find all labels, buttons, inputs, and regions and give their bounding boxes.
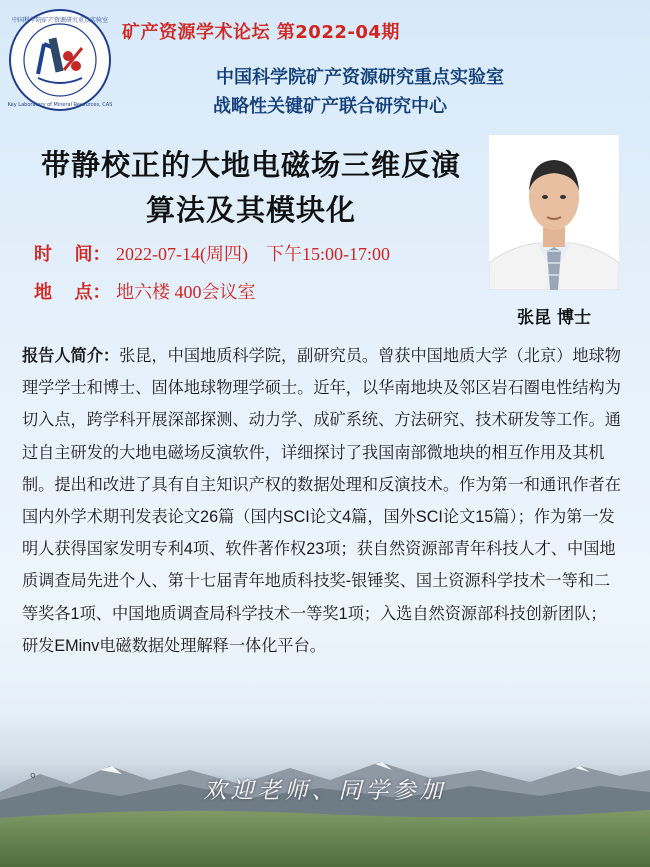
talk-title	[16, 143, 486, 233]
speaker-bio	[22, 340, 622, 662]
research-center-name: 战略性关键矿产联合研究中心	[213, 96, 447, 117]
logo-text-en: Key Laboratory of Mineral Resources, CAS	[8, 102, 112, 108]
bio-text: 张昆，中国地质科学院，副研究员。曾获中国地质大学（北京）地球物理学学士和博士、固体地球物理学硕士。近年，以华南地块及邻区岩石圈电性结构为切入点，跨学科开展深部探测、动力学、成矿系统、方法研究、技术研发等工作。通过自主研发的大地电磁场反演软件，详细探讨了我国南部微地块的相互作用及其机制。提出和改进了具有自主知识产权的数据处理和反演技术。作为第一和通讯作者在国内外学术期刊发表论文26篇（国内SCI论文4篇，国外SCI论文15篇）；作为第一发明人获得国家发明专利4项、软件著作权23项；获自然资源部青年科技人才、中国地质调查局先进个人、第十七届青年地质科技奖-银锤奖、国土资源科学技术一等和二等奖各1项、中国地质调查局科学技术一等奖1项；入选自然资源部科技创新团队；研发EMinv电磁数据处理解释一体化平台。	[22, 347, 621, 655]
time-row	[34, 240, 390, 266]
time-value: 2022-07-14(周四) 下午15:00-17:00	[116, 244, 390, 264]
lab-name: 中国科学院矿产资源研究重点实验室	[216, 67, 504, 88]
speaker-name: 张昆 博士	[517, 308, 591, 328]
bio-tail: 。	[30, 761, 47, 780]
time-label: 时 间：	[34, 244, 111, 264]
place-row	[34, 278, 256, 304]
bio-label: 报告人简介：	[22, 347, 120, 365]
forum-title: 矿产资源学术论坛 第2022-04期	[122, 22, 400, 43]
talk-title-line-2: 算法及其模块化	[145, 193, 356, 227]
welcome-message: 欢迎老师、同学参加	[203, 778, 447, 804]
place-value: 地六楼 400会议室	[116, 282, 256, 302]
speaker-photo	[489, 135, 619, 290]
logo-text-cn: 中国科学院矿产资源研究重点实验室	[11, 17, 109, 24]
talk-title-line-1: 带静校正的大地电磁场三维反演	[40, 148, 461, 182]
place-label: 地 点：	[34, 282, 111, 302]
